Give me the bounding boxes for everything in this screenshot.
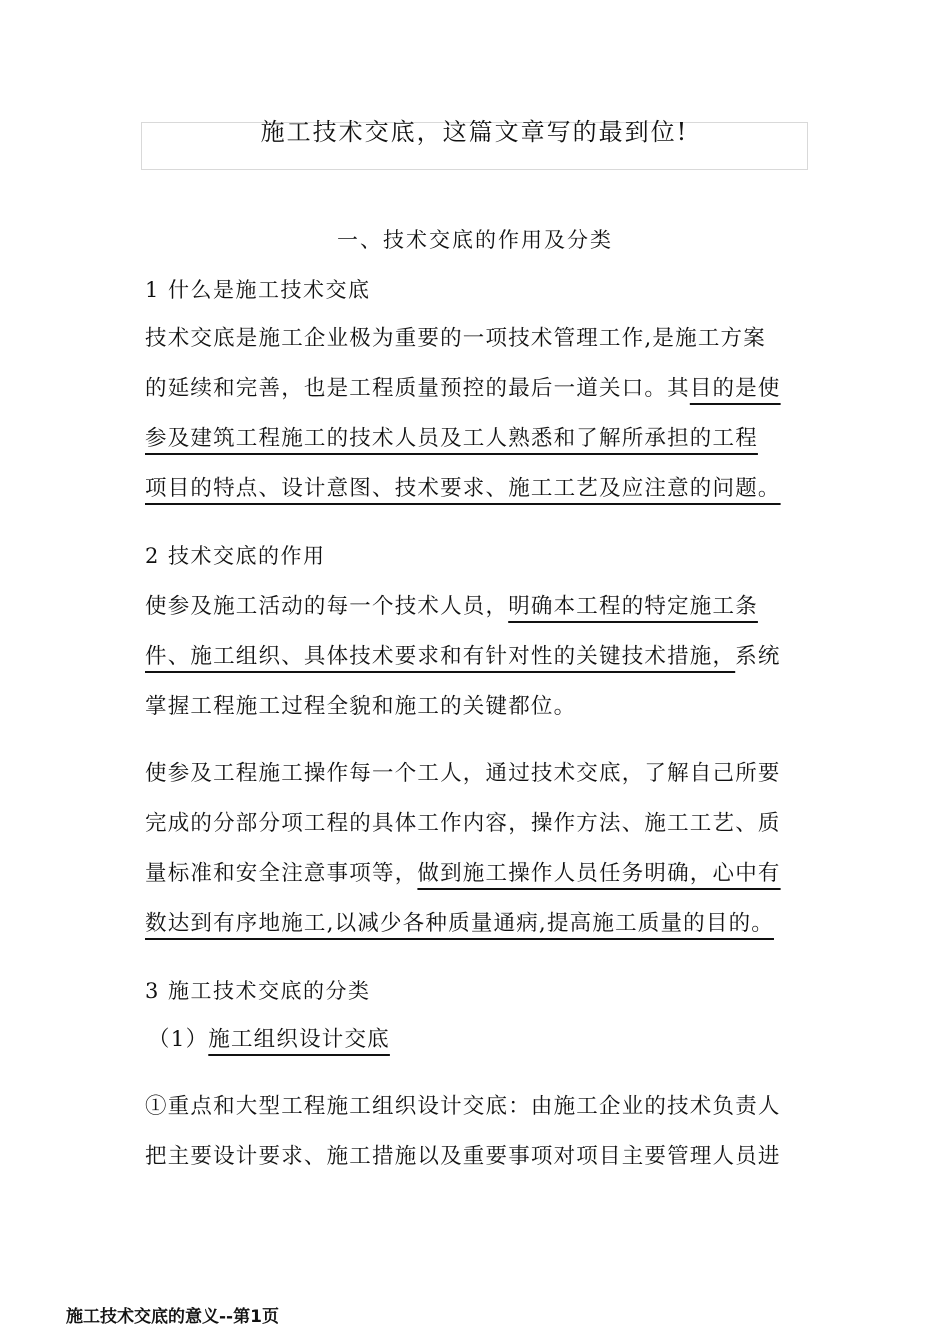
- paragraph-line: 参及建筑工程施工的技术人员及工人熟悉和了解所承担的工程: [145, 426, 758, 451]
- paragraph-line: 完成的分部分项工程的具体工作内容，操作方法、施工工艺、质: [145, 811, 781, 836]
- paragraph-line: [145, 640, 807, 674]
- text-span: 的延续和完善，也是工程质量预控的最后一道关口。其: [145, 376, 690, 401]
- heading-purpose: 2 技术交底的作用: [145, 544, 326, 568]
- underlined-text: 件、施工组织、具体技术要求和有针对性的关键技术措施，: [145, 644, 736, 669]
- paragraph-line: ①重点和大型工程施工组织设计交底：由施工企业的技术负责人: [145, 1094, 781, 1119]
- underlined-text: 施工组织设计交底: [208, 1027, 390, 1052]
- paragraph-line: [145, 372, 807, 406]
- paragraph-line: 把主要设计要求、施工措施以及重要事项对项目主要管理人员进: [145, 1144, 781, 1169]
- text-span: 系统: [735, 644, 781, 669]
- text-span: 量标准和安全注意事项等，: [145, 861, 418, 886]
- paragraph-line: [145, 590, 807, 624]
- underlined-text: 明确本工程的特定施工条: [508, 594, 758, 619]
- text-span: 使参及施工活动的每一个技术人员，: [145, 594, 509, 619]
- paragraph-line: 使参及工程施工操作每一个工人，通过技术交底，了解自己所要: [145, 761, 781, 786]
- document-title: 施工技术交底，这篇文章写的最到位!: [260, 118, 689, 146]
- paragraph-line: 掌握工程施工过程全貌和施工的关键都位。: [145, 694, 577, 719]
- page-footer: 施工技术交底的意义--第1页: [66, 1307, 279, 1327]
- paragraph-line: 项目的特点、设计意图、技术要求、施工工艺及应注意的问题。: [145, 476, 781, 501]
- heading-classification: 3 施工技术交底的分类: [145, 979, 371, 1003]
- underlined-text: 目的是使: [689, 376, 781, 401]
- paragraph-line: 数达到有序地施工,以减少各种质量通病,提高施工质量的目的。: [145, 911, 774, 936]
- paragraph-line: 技术交底是施工企业极为重要的一项技术管理工作,是施工方案: [145, 326, 766, 351]
- heading-what-is: 1 什么是施工技术交底: [145, 278, 371, 302]
- item-number: （1）: [148, 1027, 209, 1052]
- paragraph-line: [145, 857, 807, 891]
- list-item: [148, 1023, 810, 1057]
- underlined-text: 做到施工操作人员任务明确，心中有: [417, 861, 781, 886]
- section-heading: 一、技术交底的作用及分类: [337, 228, 613, 252]
